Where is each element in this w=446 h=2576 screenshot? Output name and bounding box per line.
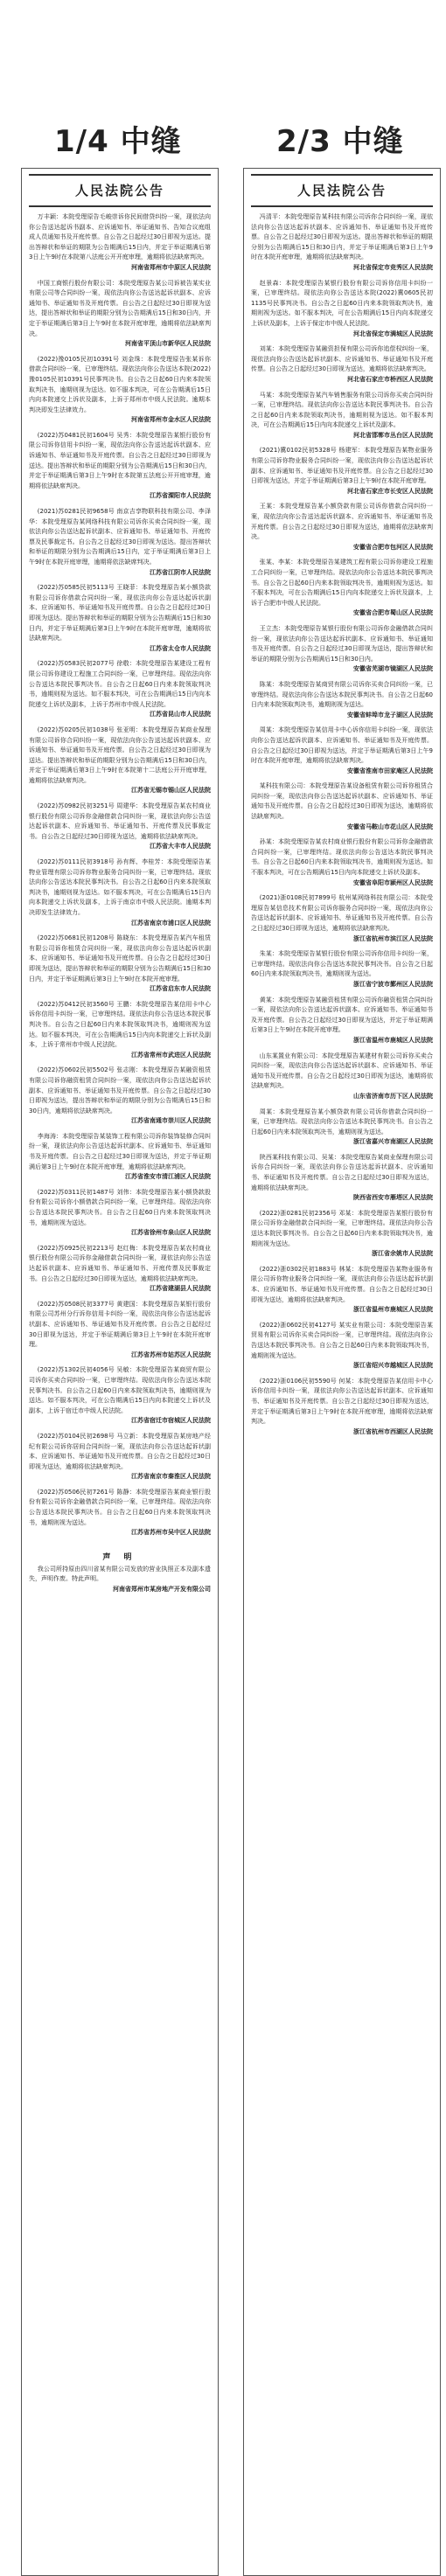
court-notice (251, 1265, 433, 1316)
court-notice (29, 1000, 211, 1061)
court-notice (251, 1052, 433, 1102)
notice-court-name: 江苏省淮安市清江浦区人民法院 (125, 1173, 211, 1181)
notice-text: (2022)苏0311民初1487号 刘伟：本院受理原告某小额贷款股份有限公司诉你小额借款合同纠纷一案，已审理终结。现依法向你公告送达本院民事判决书。自公告之日起60日内来本院领取判决书，逾期则视为送达。 (29, 1188, 211, 1226)
court-notice (29, 583, 211, 654)
notice-text: (2021)冀0102民初5328号 杨建军：本院受理原告某物业服务有限公司诉你物业服务合同纠纷一案，现依法向你公告送达起诉状副本、应诉通知书、举证通知书及开庭传票。自公告之日起经过30日即视为送达，并定于举证期满后第3日上午9时在本院开庭审理。 (251, 447, 433, 485)
notice-court-name: 安徽省阜阳市颍州区人民法院 (353, 878, 433, 886)
notice-text: (2022)浙0106民初5590号 何某：本院受理原告某信用卡中心诉你信用卡纠纷一案，现依法向你公告送达起诉状副本、应诉通知书、举证通知书及开庭传票。自公告之日起经过30日即视为送达，并定于举证期满后第3日上午9时在本院开庭审理，逾期将依法缺席判决。 (251, 1377, 433, 1426)
statement-block (29, 1551, 211, 1595)
court-notice (29, 1488, 211, 1538)
notice-text: (2022)苏0111民初3918号 孙有辉、李桂芳：本院受理原告某物业管理有限公司诉你物业服务合同纠纷一案，已审理终结。现依法向你公告送达本院民事判决书。自公告之日起60日内来本院领取判决书，逾期则视为送达。如不服本判决，可在公告期满后15日内向本院递交上诉状及副本，上诉于南京市中级人民法院。逾期本判决即发生法律效力。 (29, 858, 211, 916)
notice-text: (2022)苏0412民初3560号 王鹏：本院受理原告某信用卡中心诉你信用卡纠纷一案，已审理终结。现依法向你公告送达本院民事判决书。自公告之日起60日内来本院领取判决书，逾期则视为送达。如不服本判决，可在公告期满后15日内向本院递交上诉状及副本，上诉于常州市中级人民法院。 (29, 1000, 211, 1049)
notice-text: 李海涛：本院受理原告某装饰工程有限公司诉你装饰装修合同纠纷一案，现依法向你公告送达起诉状副本、应诉通知书、举证通知书及开庭传票。自公告之日起经过30日即视为送达，并定于举证期满后第3日上午9时在本院开庭审理，逾期将依法缺席判决。 (29, 1132, 211, 1170)
court-notice (29, 1365, 211, 1427)
notice-text: 陈某：本院受理原告某商贸有限公司诉你买卖合同纠纷一案，已审理终结。现依法向你公告送达本院民事判决书。自公告之日起60日内来本院领取判决书，逾期则视为送达。 (251, 680, 433, 709)
court-notice (251, 781, 433, 832)
court-notice (29, 726, 211, 796)
page-header (0, 0, 446, 166)
notice-text: (2022)浙0302民初1883号 林某：本院受理原告某物业服务有限公司诉你物业服务合同纠纷一案，现依法向你公告送达起诉状副本、应诉通知书、举证通知书及开庭传票。自公告之日起经过30日即视为送达，逾期将依法缺席判决。 (251, 1265, 433, 1303)
left-notice-column (21, 168, 219, 2576)
court-notice (29, 934, 211, 995)
notice-court-name: 江苏省无锡市锡山区人民法院 (131, 787, 211, 795)
notice-text: (2022)豫0105民初10391号 刘金珠：本院受理原告张某诉你借款合同纠纷一案，已审理终结。现依法向你公告送达本院(2022)豫0105民初10391号民事判决书。自公告之日起60日内来本院领取判决书，逾期则视为送达。如不服本判决，可在公告期满后15日内向本院递交上诉状及副本，上诉于郑州市中级人民法院。逾期本判决即发生法律效力。 (29, 355, 211, 413)
court-notice (251, 726, 433, 776)
court-notice (251, 624, 433, 675)
notice-court-name: 安徽省淮南市田家庵区人民法院 (347, 767, 433, 774)
notice-court-name: 浙江省温州市鹿城区人民法院 (353, 1306, 433, 1314)
notice-court-name: 河北省保定市满城区人民法院 (353, 330, 433, 337)
fold-label-right: 2/3 中缝 (276, 124, 404, 159)
notice-text: 陕西某科技有限公司、吴某：本院受理原告某商业保理有限公司诉你合同纠纷一案，现依法向你公告送达起诉状副本、应诉通知书、举证通知书及开庭传票。自公告之日起经过30日即视为送达，逾期将依法缺席判决。 (251, 1153, 433, 1191)
notice-text: (2022)苏0104民初2698号 马立新：本院受理原告某房地产经纪有限公司诉你居间合同纠纷一案，现依法向你公告送达起诉状副本、应诉通知书、举证通知书及开庭传票。自公告之日起经过30日即视为送达，逾期将依法缺席判决。 (29, 1432, 211, 1470)
notice-text: 冯清平：本院受理原告某科技有限公司诉你合同纠纷一案，现依法向你公告送达起诉状副本、应诉通知书、举证通知书及开庭传票。自公告之日起经过30日即视为送达。提出答辩状和举证的期限分别为公告期满后15日和30日内，并定于举证期满后第3日上午9时在本院开庭审理，逾期将依法缺席判决。 (251, 213, 433, 261)
notice-court-name: 河北省保定市竞秀区人民法院 (353, 263, 433, 271)
notice-text: (2022)苏0205民初1038号 张亚明：本院受理原告某商业保理有限公司诉你合同纠纷一案，现依法向你公告送达起诉状副本、应诉通知书、举证通知书及开庭传票。自公告之日起经过30日即视为送达。提出答辩状和举证的期限分别为公告期满后15日和30日内，并定于举证期满后第3日上午9时在本院第十二法庭公开开庭审理，逾期将依法缺席判决。 (29, 726, 211, 784)
notice-text: (2022)苏1302民初4056号 吴敏：本院受理原告某商贸有限公司诉你买卖合同纠纷一案，已审理终结。现依法向你公告送达本院民事判决书。自公告之日起60日内来本院领取判决书，逾期则视为送达。如不服本判决，可在公告期满后15日内向本院递交上诉状及副本，上诉于宿迁市中级人民法院。 (29, 1366, 211, 1414)
notice-text: 中国工商银行股份有限公司：本院受理原告某公司诉被告某实业有限公司等合同纠纷一案，现依法向你公告送达起诉状副本、应诉通知书、举证通知书及开庭传票。自公告之日起经过30日即视为送达，提出答辩状和举证的期限分别为公告期满后15日和30日内，并定于举证期满后第3日上午9时在本院开庭审理，逾期将依法缺席判决。 (29, 279, 211, 337)
left-column-title: 人民法院公告 (29, 174, 211, 207)
court-notice (251, 212, 433, 274)
statement-signature: 河南省郑州市某房地产开发有限公司 (113, 1586, 211, 1594)
notice-court-name: 河北省石家庄市长安区人民法院 (347, 487, 433, 495)
notice-court-name: 河北省石家庄市桥西区人民法院 (347, 375, 433, 383)
notice-text: 马某：本院受理原告某汽车销售服务有限公司诉你买卖合同纠纷一案，已审理终结。现依法向你公告送达本院民事判决书。自公告之日起60日内来本院领取判决书，逾期则视为送达。如不服本判决，可在公告期满后15日内向本院递交上诉状及副本。 (251, 391, 433, 429)
court-notice (29, 802, 211, 852)
notice-court-name: 江苏省溧阳市人民法院 (150, 492, 211, 500)
court-notice (29, 1188, 211, 1239)
notice-court-name: 浙江省温州市鹿城区人民法院 (353, 1036, 433, 1044)
right-notice-list (251, 212, 433, 1437)
notice-text: 刘某：本院受理原告某融资担保有限公司诉你追偿权纠纷一案，现依法向你公告送达起诉状副本、应诉通知书、举证通知书及开庭传票。自公告之日起经过30日即视为送达，逾期将依法缺席判决。 (251, 345, 433, 373)
notice-court-name: 安徽省蚌埠市龙子湖区人民法院 (347, 711, 433, 719)
notice-court-name: 江苏省太仓市人民法院 (150, 644, 211, 652)
notice-text: 王某：本院受理原告某小额贷款有限公司诉你借款合同纠纷一案，现依法向你公告送达起诉状副本、应诉通知书、举证通知书及开庭传票。自公告之日起经过30日即视为送达，逾期将依法缺席判决。 (251, 503, 433, 541)
notice-court-name: 安徽省合肥市包河区人民法院 (353, 543, 433, 551)
court-notice (29, 431, 211, 502)
right-notice-column (243, 168, 441, 2576)
court-notice (29, 1244, 211, 1295)
notice-court-name: 江苏省启东市人民法院 (150, 985, 211, 993)
notice-court-name: 江苏省建湖县人民法院 (150, 1285, 211, 1293)
court-notice (29, 1066, 211, 1127)
court-notice (29, 1132, 211, 1183)
court-notice (251, 996, 433, 1046)
court-notice (251, 1209, 433, 1260)
notice-court-name: 河北省邯郸市丛台区人民法院 (353, 431, 433, 439)
notice-text: 赵景森：本院受理原告某银行股份有限公司诉你信用卡纠纷一案，已审理终结。现依法向你公告送达本院(2022)冀0605民初1135号民事判决书。自公告之日起60日内来本院领取判决书，逾期则视为送达。如不服本判决，可在公告期满后15日内向本院递交上诉状及副本，上诉于保定市中级人民法院。 (251, 279, 433, 327)
notice-court-name: 江苏省昆山市人民法院 (150, 711, 211, 719)
court-notice (29, 858, 211, 928)
notice-text: 周某：本院受理原告某信用卡中心诉你信用卡纠纷一案，现依法向你公告送达起诉状副本、应诉通知书、举证通知书及开庭传票。自公告之日起经过30日即视为送达，并定于举证期满后第3日上午9时在本院开庭审理，逾期将依法缺席判决。 (251, 726, 433, 765)
notice-court-name: 河南省郑州市中原区人民法院 (131, 263, 211, 271)
court-notice (29, 1432, 211, 1482)
statement-text: 我公司所持原由四川省某有限公司发放的营业执照正本及副本遗失，声明作废。特此声明。 (29, 1565, 211, 1583)
notice-text: 某科技有限公司：本院受理原告某设备租赁有限公司诉你租赁合同纠纷一案，现依法向你公告送达起诉状副本、应诉通知书、举证通知书及开庭传票。自公告之日起经过30日即视为送达，逾期将依法缺席判决。 (251, 782, 433, 821)
notice-court-name: 浙江省嘉兴市南湖区人民法院 (353, 1138, 433, 1146)
notice-court-name: 江苏省常州市武进区人民法院 (131, 1051, 211, 1059)
court-notice (251, 446, 433, 496)
notice-text: (2022)苏0508民初3377号 黄建国：本院受理原告某银行股份有限公司苏州分行诉你信用卡纠纷一案，现依法向你公告送达起诉状副本、应诉通知书、举证通知书及开庭传票。自公告之日起经过30日即视为送达，并定于举证期满后第3日上午9时在本院开庭审理。 (29, 1300, 211, 1349)
notice-text: 万丰颖：本院受理原告毛峻崇诉你民间借贷纠纷一案，现依法向你公告送达起诉书副本、应诉通知书、举证通知书、告知合议庭组成人员通知书及开庭传票。自公告之日起经过30日即视为送达。提出答辩状和举证的期限为公告期满后15日内，并定于举证期满后第3日上午9时在本院第八法庭公开开庭审理，逾期将依法缺席判决。 (29, 213, 211, 261)
notice-text: (2022)苏0681民初1208号 陈晓东：本院受理原告某汽车租赁有限公司诉你租赁合同纠纷一案，现依法向你公告送达起诉状副本、应诉通知书、举证通知书及开庭传票。自公告之日起经过30日即视为送达，提出答辩状和举证的期限分别为公告期满后15日和30日内，并定于举证期满后第3日上午9时在本院开庭审理。 (29, 934, 211, 982)
notice-text: (2022)苏0506民初7261号 陈静：本院受理原告某商业银行股份有限公司诉你金融借款合同纠纷一案，已审理终结。现依法向你公告送达本院民事判决书。自公告之日起60日内来本院领取判决书，逾期则视为送达。 (29, 1488, 211, 1526)
notice-court-name: 江苏省南京市秦淮区人民法院 (131, 1473, 211, 1481)
notice-court-name: 陕西省西安市雁塔区人民法院 (353, 1194, 433, 1202)
notice-court-name: 江苏省江阴市人民法院 (150, 568, 211, 576)
notice-text: (2022)苏0602民初5502号 张志刚：本院受理原告某融资租赁有限公司诉你融资租赁合同纠纷一案，现依法向你公告送达起诉状副本、应诉通知书、举证通知书及开庭传票。自公告之日起经过30日即视为送达，提出答辩状和举证的期限分别为公告期满后15日和30日内，逾期将依法缺席判决。 (29, 1066, 211, 1114)
notice-court-name: 河南省郑州市金水区人民法院 (131, 416, 211, 424)
court-notice (29, 1300, 211, 1361)
court-notice (251, 949, 433, 989)
notice-text: (2022)苏0481民初1604号 吴秀：本院受理原告某银行股份有限公司诉你信用卡纠纷一案，现依法向你公告送达起诉状副本、应诉通知书、举证通知书及开庭传票。自公告之日起经过30日即视为送达。提出答辩状和举证的期限分别为公告期满后15日和30日内，并定于举证期满后第3日上午9时在本院第五法庭公开开庭审理，逾期将依法缺席判决。 (29, 431, 211, 490)
notice-text: 周某：本院受理原告某小额贷款有限公司诉你借款合同纠纷一案，已审理终结。现依法向你公告送达本院民事判决书。自公告之日起60日内来本院领取判决书，逾期则视为送达。 (251, 1107, 433, 1135)
notice-court-name: 安徽省马鞍山市花山区人民法院 (347, 823, 433, 830)
court-notice (251, 1377, 433, 1438)
court-notice (29, 659, 211, 720)
notice-text: (2022)苏0982民初3251号 周建华：本院受理原告某农村商业银行股份有限公司诉你金融借款合同纠纷一案，现依法向你公告送达起诉状副本、应诉通知书、举证通知书、开庭传票及民事裁定书。自公告之日起经过30日即视为送达，逾期将依法缺席判决。 (29, 802, 211, 840)
court-notice (251, 837, 433, 888)
court-notice (29, 507, 211, 578)
notice-court-name: 江苏省苏州市姑苏区人民法院 (131, 1350, 211, 1358)
notice-text: (2021)苏0281民初9658号 南京吉享物联科技有限公司、李泽华：本院受理原告某网络科技有限公司诉你买卖合同纠纷一案，现依法向你公告送达起诉状副本、应诉通知书、举证通知书、开庭传票及民事裁定书。自公告之日起经过30日即视为送达。提出答辩状和举证的期限分别为公告期满后15日内，定于举证期满后第3日上午9时在本院开庭审理，逾期将依法缺席判决。 (29, 508, 211, 566)
notice-text: (2022)苏0925民初2213号 赵红梅：本院受理原告某农村商业银行股份有限公司诉你金融借款合同纠纷一案，现依法向你公告送达起诉状副本、应诉通知书、举证通知书、开庭传票及民事裁定书。自公告之日起经过30日即视为送达，逾期将依法缺席判决。 (29, 1244, 211, 1282)
notice-court-name: 江苏省宿迁市宿城区人民法院 (131, 1417, 211, 1425)
notice-text: 黄某：本院受理原告某融资租赁有限公司诉你融资租赁合同纠纷一案，现依法向你公告送达起诉状副本、应诉通知书、举证通知书及开庭传票。自公告之日起经过30日即视为送达，并定于举证期满后第3日上午9时在本院开庭审理。 (251, 996, 433, 1034)
court-notice (29, 212, 211, 274)
notice-text: (2021)浙0108民初7899号 杭州某网络科技有限公司：本院受理原告某信息技术有限公司诉你服务合同纠纷一案，现依法向你公告送达起诉状副本、应诉通知书、举证通知书及开庭传票。自公告之日起经过30日即视为送达，逾期将依法缺席判决。 (251, 894, 433, 932)
court-notice (29, 279, 211, 350)
notice-court-name: 河南省平顶山市新华区人民法院 (125, 340, 211, 348)
notice-court-name: 浙江省杭州市西湖区人民法院 (353, 1427, 433, 1435)
notice-court-name: 山东省济南市历下区人民法院 (353, 1092, 433, 1100)
notice-court-name: 江苏省南通市崇川区人民法院 (131, 1117, 211, 1125)
notice-court-name: 浙江省宁波市鄞州区人民法院 (353, 980, 433, 988)
court-notice (251, 391, 433, 441)
notice-court-name: 安徽省合肥市蜀山区人民法院 (353, 609, 433, 617)
notice-court-name: 浙江省余姚市人民法院 (372, 1250, 433, 1258)
court-notice (251, 344, 433, 385)
notice-text: (2022)浙0281民初2356号 邓某：本院受理原告某银行股份有限公司诉你金融借款合同纠纷一案，已审理终结。现依法向你公告送达本院民事判决书。自公告之日起60日内来本院领取判决书，逾期则视为送达。 (251, 1209, 433, 1247)
fold-label-left: 1/4 中缝 (54, 124, 182, 159)
court-notice (251, 893, 433, 944)
notice-court-name: 浙江省杭州市滨江区人民法院 (353, 934, 433, 942)
notice-court-name: 江苏省苏州市吴中区人民法院 (131, 1529, 211, 1537)
court-notice (251, 1321, 433, 1371)
notice-text: (2022)苏0583民初2077号 徐敬：本院受理原告某建设工程有限公司诉你建设工程施工合同纠纷一案，已审理终结。现依法向你公告送达本院民事判决书。自公告之日起60日内来本院领取判决书，逾期则视为送达。如不服本判决，可在公告期满后15日内向本院递交上诉状及副本，上诉于苏州市中级人民法院。 (29, 660, 211, 708)
left-notice-list (29, 212, 211, 1538)
court-notice (251, 502, 433, 552)
notice-text: 王立杰：本院受理原告某银行股份有限公司诉你金融借款合同纠纷一案，现依法向你公告送达起诉状副本、应诉通知书、举证通知书及开庭传票。自公告之日起经过30日即视为送达，提出答辩状和举证的期限分别为公告期满后15日和30日内。 (251, 624, 433, 663)
notice-text: 孙某：本院受理原告某农村商业银行股份有限公司诉你金融借款合同纠纷一案，已审理终结。现依法向你公告送达本院民事判决书。自公告之日起60日内来本院领取判决书，逾期则视为送达。如不服本判决，可在公告期满后15日内向本院递交上诉状及副本。 (251, 838, 433, 877)
notice-court-name: 江苏省南京市浦口区人民法院 (131, 919, 211, 927)
court-notice (251, 558, 433, 619)
notice-court-name: 安徽省芜湖市镜湖区人民法院 (353, 665, 433, 673)
notice-text: (2022)浙0602民初4127号 某实业有限公司：本院受理原告某贸易有限公司诉你买卖合同纠纷一案，已审理终结。现依法向你公告送达本院民事判决书。自公告之日起60日内来本院领取判决书，逾期则视为送达。 (251, 1321, 433, 1359)
notice-text: (2022)苏0585民初5113号 王晓菲：本院受理原告某小额贷款有限公司诉你借款合同纠纷一案，现依法向你公告送达起诉状副本、应诉通知书、举证通知书及开庭传票。自公告之日起经过30日即视为送达。提出答辩状和举证的期限分别为公告期满后15日和30日内，并定于举证期满后第3日上午9时在本院开庭审理，逾期将依法缺席判决。 (29, 584, 211, 642)
notice-columns (0, 168, 446, 2576)
notice-court-name: 浙江省绍兴市越城区人民法院 (353, 1362, 433, 1370)
right-column-title: 人民法院公告 (251, 174, 433, 207)
court-notice (29, 355, 211, 426)
statement-title: 声 明 (102, 1552, 137, 1562)
notice-court-name: 江苏省徐州市泉山区人民法院 (131, 1229, 211, 1237)
notice-text: 朱某：本院受理原告某银行股份有限公司诉你信用卡纠纷一案，已审理终结。现依法向你公告送达本院民事判决书。自公告之日起60日内来本院领取判决书，逾期则视为送达。 (251, 950, 433, 978)
court-notice (251, 1107, 433, 1148)
notice-text: 张某、李某：本院受理原告某建筑工程有限公司诉你建设工程施工合同纠纷一案，已审理终结。现依法向你公告送达本院民事判决书。自公告之日起60日内来本院领取判决书，逾期则视为送达。如不服本判决，可在公告期满后15日内向本院递交上诉状及副本，上诉于合肥市中级人民法院。 (251, 559, 433, 607)
court-notice (251, 680, 433, 720)
court-notice (251, 279, 433, 340)
notice-court-name: 江苏省大丰市人民法院 (150, 843, 211, 851)
court-notice (251, 1153, 433, 1204)
notice-text: 山东某置业有限公司：本院受理原告某建材有限公司诉你买卖合同纠纷一案，现依法向你公告送达起诉状副本、应诉通知书、举证通知书及开庭传票。自公告之日起经过30日即视为送达，逾期将依法缺席判决。 (251, 1052, 433, 1090)
